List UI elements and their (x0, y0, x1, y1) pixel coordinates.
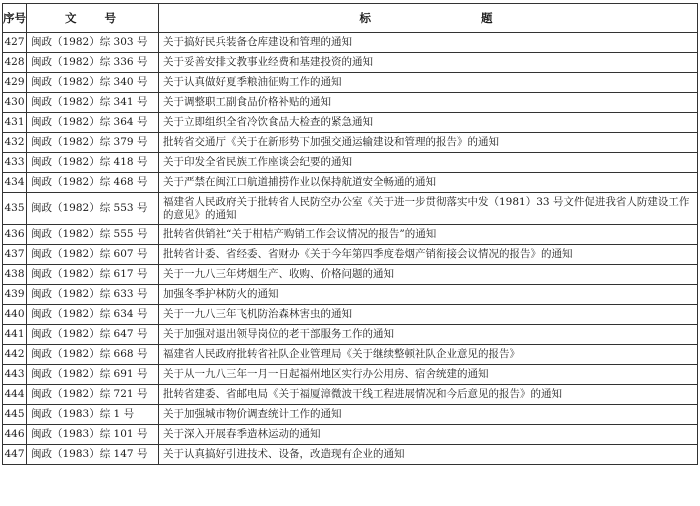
document-number-cell: 闽政（1983）综 147 号 (27, 445, 159, 465)
serial-number-cell: 447 (3, 445, 27, 465)
document-number-cell: 闽政（1982）综 634 号 (27, 305, 159, 325)
table-row (3, 173, 698, 193)
serial-number-cell: 442 (3, 345, 27, 365)
title-cell: 福建省人民政府关于批转省人民防空办公室《关于进一步贯彻落实中发（1981）33 号文件促进我省人防建设工作的意见》的通知 (159, 193, 698, 225)
title-cell: 关于深入开展春季造林运动的通知 (159, 425, 698, 445)
table-row (3, 193, 698, 225)
serial-number-cell: 427 (3, 33, 27, 53)
serial-number-cell: 431 (3, 113, 27, 133)
table-row (3, 305, 698, 325)
document-number-cell: 闽政（1982）综 721 号 (27, 385, 159, 405)
title-cell: 加强冬季护林防火的通知 (159, 285, 698, 305)
serial-number-cell: 445 (3, 405, 27, 425)
document-number-cell: 闽政（1982）综 555 号 (27, 225, 159, 245)
serial-number-cell: 435 (3, 193, 27, 225)
table-row (3, 113, 698, 133)
title-cell: 批转省供销社“关于柑桔产购销工作会议情况的报告”的通知 (159, 225, 698, 245)
title-cell: 关于加强城市物价调查统计工作的通知 (159, 405, 698, 425)
title-cell: 关于一九八三年烤烟生产、收购、价格问题的通知 (159, 265, 698, 285)
document-number-cell: 闽政（1982）综 553 号 (27, 193, 159, 225)
serial-number-cell: 434 (3, 173, 27, 193)
document-number-cell: 闽政（1982）综 607 号 (27, 245, 159, 265)
document-number-cell: 闽政（1982）综 303 号 (27, 33, 159, 53)
table-row (3, 53, 698, 73)
title-cell: 关于加强对退出领导岗位的老干部服务工作的通知 (159, 325, 698, 345)
title-cell: 批转省交通厅《关于在新形势下加强交通运输建设和管理的报告》的通知 (159, 133, 698, 153)
document-number-cell: 闽政（1982）综 379 号 (27, 133, 159, 153)
title-cell: 关于一九八三年飞机防治森林害虫的通知 (159, 305, 698, 325)
title-cell: 福建省人民政府批转省社队企业管理局《关于继续整顿社队企业意见的报告》 (159, 345, 698, 365)
header-document-number: 文号 (27, 4, 159, 33)
serial-number-cell: 438 (3, 265, 27, 285)
document-number-cell: 闽政（1982）综 418 号 (27, 153, 159, 173)
title-cell: 批转省建委、省邮电局《关于福厦漳微波干线工程进展情况和今后意见的报告》的通知 (159, 385, 698, 405)
title-cell: 关于调整职工副食品价格补贴的通知 (159, 93, 698, 113)
document-number-cell: 闽政（1982）综 364 号 (27, 113, 159, 133)
serial-number-cell: 430 (3, 93, 27, 113)
table-row (3, 445, 698, 465)
document-number-cell: 闽政（1982）综 647 号 (27, 325, 159, 345)
serial-number-cell: 433 (3, 153, 27, 173)
table-row (3, 245, 698, 265)
document-number-cell: 闽政（1982）综 633 号 (27, 285, 159, 305)
document-number-cell: 闽政（1982）综 341 号 (27, 93, 159, 113)
table-row (3, 93, 698, 113)
title-cell: 关于立即组织全省冷饮食品大检查的紧急通知 (159, 113, 698, 133)
serial-number-cell: 441 (3, 325, 27, 345)
document-number-cell: 闽政（1982）综 668 号 (27, 345, 159, 365)
document-number-cell: 闽政（1982）综 336 号 (27, 53, 159, 73)
table-row (3, 153, 698, 173)
table-row (3, 225, 698, 245)
serial-number-cell: 428 (3, 53, 27, 73)
table-row (3, 33, 698, 53)
table-row (3, 265, 698, 285)
table-row (3, 73, 698, 93)
title-cell: 关于搞好民兵装备仓库建设和管理的通知 (159, 33, 698, 53)
document-number-cell: 闽政（1982）综 340 号 (27, 73, 159, 93)
table-row (3, 385, 698, 405)
table-header-row (3, 4, 698, 33)
document-index-table (2, 3, 698, 465)
serial-number-cell: 437 (3, 245, 27, 265)
table-body (3, 33, 698, 465)
serial-number-cell: 443 (3, 365, 27, 385)
document-number-cell: 闽政（1983）综 101 号 (27, 425, 159, 445)
table-row (3, 345, 698, 365)
title-cell: 关于严禁在闽江口航道捕捞作业以保持航道安全畅通的通知 (159, 173, 698, 193)
document-number-cell: 闽政（1982）综 617 号 (27, 265, 159, 285)
serial-number-cell: 439 (3, 285, 27, 305)
title-cell: 关于从一九八三年一月一日起福州地区实行办公用房、宿舍统建的通知 (159, 365, 698, 385)
table-row (3, 325, 698, 345)
title-cell: 关于印发全省民族工作座谈会纪要的通知 (159, 153, 698, 173)
serial-number-cell: 436 (3, 225, 27, 245)
table-row (3, 133, 698, 153)
serial-number-cell: 444 (3, 385, 27, 405)
document-number-cell: 闽政（1982）综 468 号 (27, 173, 159, 193)
table-row (3, 425, 698, 445)
table-row (3, 285, 698, 305)
table-row (3, 365, 698, 385)
serial-number-cell: 429 (3, 73, 27, 93)
title-cell: 批转省计委、省经委、省财办《关于今年第四季度卷烟产销衔接会议情况的报告》的通知 (159, 245, 698, 265)
header-title: 标题 (159, 4, 698, 33)
title-cell: 关于妥善安排文教事业经费和基建投资的通知 (159, 53, 698, 73)
serial-number-cell: 432 (3, 133, 27, 153)
table-row (3, 405, 698, 425)
document-number-cell: 闽政（1983）综 1 号 (27, 405, 159, 425)
title-cell: 关于认真做好夏季粮油征购工作的通知 (159, 73, 698, 93)
serial-number-cell: 446 (3, 425, 27, 445)
header-serial-number: 序号 (3, 4, 27, 33)
serial-number-cell: 440 (3, 305, 27, 325)
title-cell: 关于认真搞好引进技术、设备，改造现有企业的通知 (159, 445, 698, 465)
document-number-cell: 闽政（1982）综 691 号 (27, 365, 159, 385)
